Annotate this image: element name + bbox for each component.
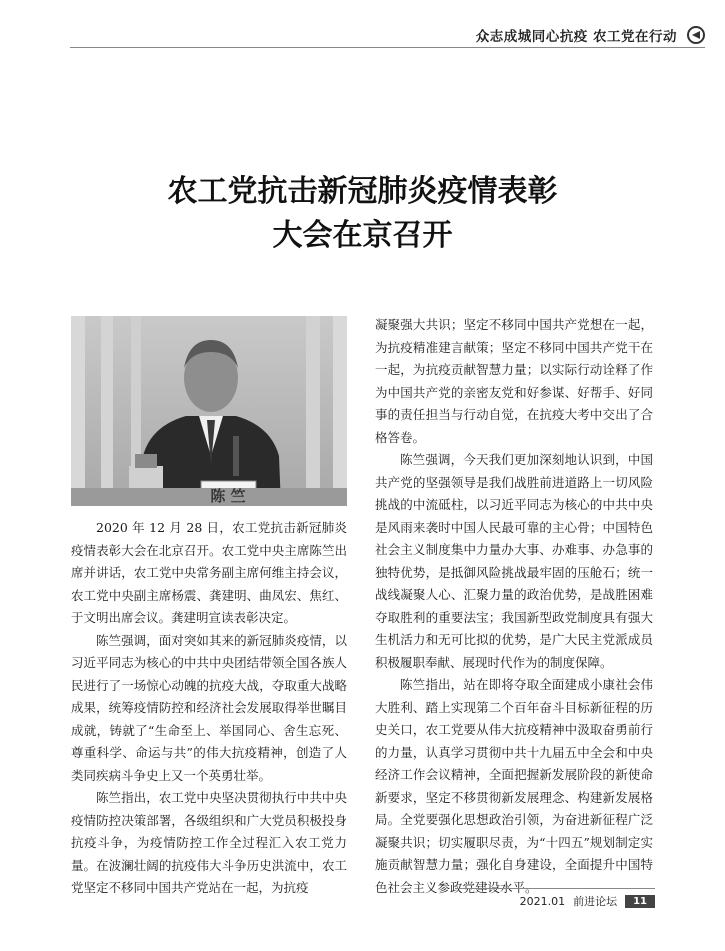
speaker-photo-image <box>71 316 347 506</box>
speaker-photo <box>71 316 347 506</box>
paragraph: 陈竺指出，农工党中央坚决贯彻执行中共中央疫情防控决策部署，各级组织和广大党员积极投身抗疫斗争，为疫情防控工作全过程汇入农工党力量。在波澜壮阔的抗疫伟大斗争历史洪流中，农工党坚定不移同中国共产党站在一起，为抗疫 <box>71 790 347 895</box>
arrow-circle-icon <box>687 26 705 44</box>
running-header <box>476 22 705 48</box>
paragraph: 2020 年 12 月 28 日，农工党抗击新冠肺炎疫情表彰大会在北京召开。农工党中央主席陈竺出席并讲话，农工党中央常务副主席何维主持会议，农工党中央副主席杨震、龚建明、曲凤宏、焦红、于文明出席会议。龚建明宣读表彰决定。 <box>71 520 347 625</box>
section-title: 众志成城同心抗疫 农工党在行动 <box>475 29 677 45</box>
article-title <box>0 170 725 258</box>
title-line-1: 农工党抗击新冠肺炎疫情表彰 <box>167 174 558 209</box>
right-column <box>375 314 653 899</box>
paragraph: 陈竺强调，今天我们更加深刻地认识到，中国共产党的坚强领导是我们战胜前进道路上一切风险挑战的中流砥柱，以习近平同志为核心的中共中央是风雨来袭时中国人民最可靠的主心骨；中国特色社会主义制度集中力量办大事、办难事、办急事的独特优势，是抵御风险挑战最牢固的压舱石；统一战线凝聚人心、汇聚力量的政治优势，是战胜困难夺取胜利的重要法宝；我国新型政党制度具有强大生机活力和无可比拟的优势，是广大民主党派成员积极履职奉献、展现时代作为的制度保障。 <box>375 452 653 670</box>
issue-number: 2021.01 <box>519 894 566 908</box>
title-line-2: 大会在京召开 <box>272 218 453 253</box>
paragraph: 陈竺强调，面对突如其来的新冠肺炎疫情，以习近平同志为核心的中共中央团结带领全国各族人民进行了一场惊心动魄的抗疫大战，夺取重大战略成果，统筹疫情防控和经济社会发展取得举世瞩目成就，铸就了“生命至上、举国同心、舍生忘死、尊重科学、命运与共”的伟大抗疫精神，创造了人类同疾病斗争史上又一个英勇壮举。 <box>71 632 347 783</box>
left-column <box>71 517 347 900</box>
journal-name: 前进论坛 <box>573 895 618 908</box>
header-divider <box>70 47 705 48</box>
page-number: 11 <box>625 895 655 908</box>
page-footer <box>520 893 655 909</box>
paragraph: 陈竺指出，站在即将夺取全面建成小康社会伟大胜利、踏上实现第二个百年奋斗目标新征程的历史关口，农工党要从伟大抗疫精神中汲取奋勇前行的力量，认真学习贯彻中共十九届五中全会和中央经济工作会议精神，全面把握新发展阶段的新使命新要求，坚定不移贯彻新发展理念、构建新发展格局。全党要强化思想政治引领，为奋进新征程广泛凝聚共识；切实履职尽责，为“十四五”规划制定实施贡献智慧力量；强化自身建设，全面提升中国特色社会主义参政党建设水平。 <box>375 677 653 895</box>
paragraph-continued: 凝聚强大共识；坚定不移同中国共产党想在一起，为抗疫精准建言献策；坚定不移同中国共产党干在一起，为抗疫贡献智慧力量；以实际行动诠释了作为中国共产党的亲密友党和好参谋、好帮手、好同事的责任担当与行动自觉，在抗疫大考中交出了合格答卷。 <box>375 317 653 445</box>
nameplate-text: 陈 竺 <box>210 487 246 505</box>
footer-divider <box>455 888 655 889</box>
